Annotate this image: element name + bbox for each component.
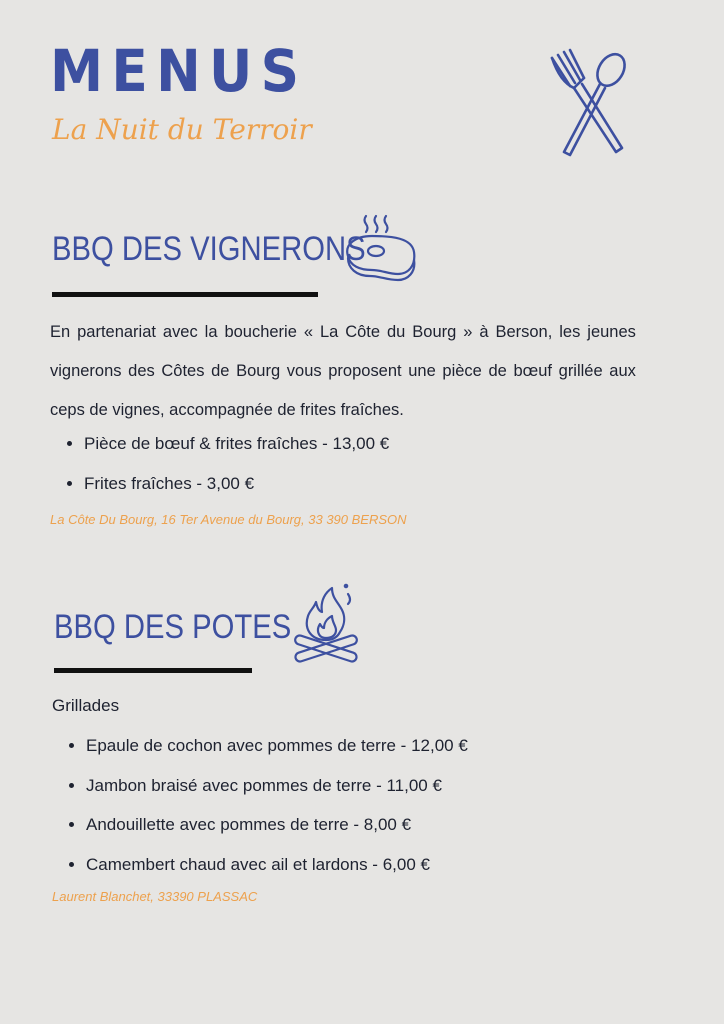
section-description: En partenariat avec la boucherie « La Côte du Bourg » à Berson, les jeunes vignerons des Côtes de Bourg vous proposent une pièce de bœuf grillée aux ceps de vignes, accompagnée de frites fraîches. xyxy=(50,322,636,419)
page-title: MENUS xyxy=(50,37,308,105)
menu-list-potes xyxy=(52,733,468,891)
list-item: Frites fraîches - 3,00 € xyxy=(84,471,389,511)
list-item: Pièce de bœuf & frites fraîches - 13,00 € xyxy=(84,431,389,471)
list-item: Jambon braisé avec pommes de terre - 11,00 € xyxy=(86,773,468,813)
section-title-bbq-potes: BBQ DES POTES xyxy=(54,608,292,646)
campfire-icon xyxy=(286,582,366,668)
list-item: Epaule de cochon avec pommes de terre - 12,00 € xyxy=(86,733,468,773)
section-title-bbq-vignerons: BBQ DES VIGNERONS xyxy=(52,230,366,268)
page-subtitle: La Nuit du Terroir xyxy=(52,113,312,146)
list-item: Camembert chaud avec ail et lardons - 6,00 € xyxy=(86,852,468,892)
section-divider xyxy=(52,292,318,297)
fork-and-spoon-icon xyxy=(544,48,634,160)
menu-list-vignerons xyxy=(50,431,389,510)
vendor-address: Laurent Blanchet, 33390 PLASSAC xyxy=(52,889,258,904)
section-divider xyxy=(54,668,252,673)
list-item: Andouillette avec pommes de terre - 8,00 € xyxy=(86,812,468,852)
steak-icon xyxy=(342,212,420,284)
vendor-address: La Côte Du Bourg, 16 Ter Avenue du Bourg, 33 390 BERSON xyxy=(50,512,407,527)
section-subheading: Grillades xyxy=(52,696,120,715)
